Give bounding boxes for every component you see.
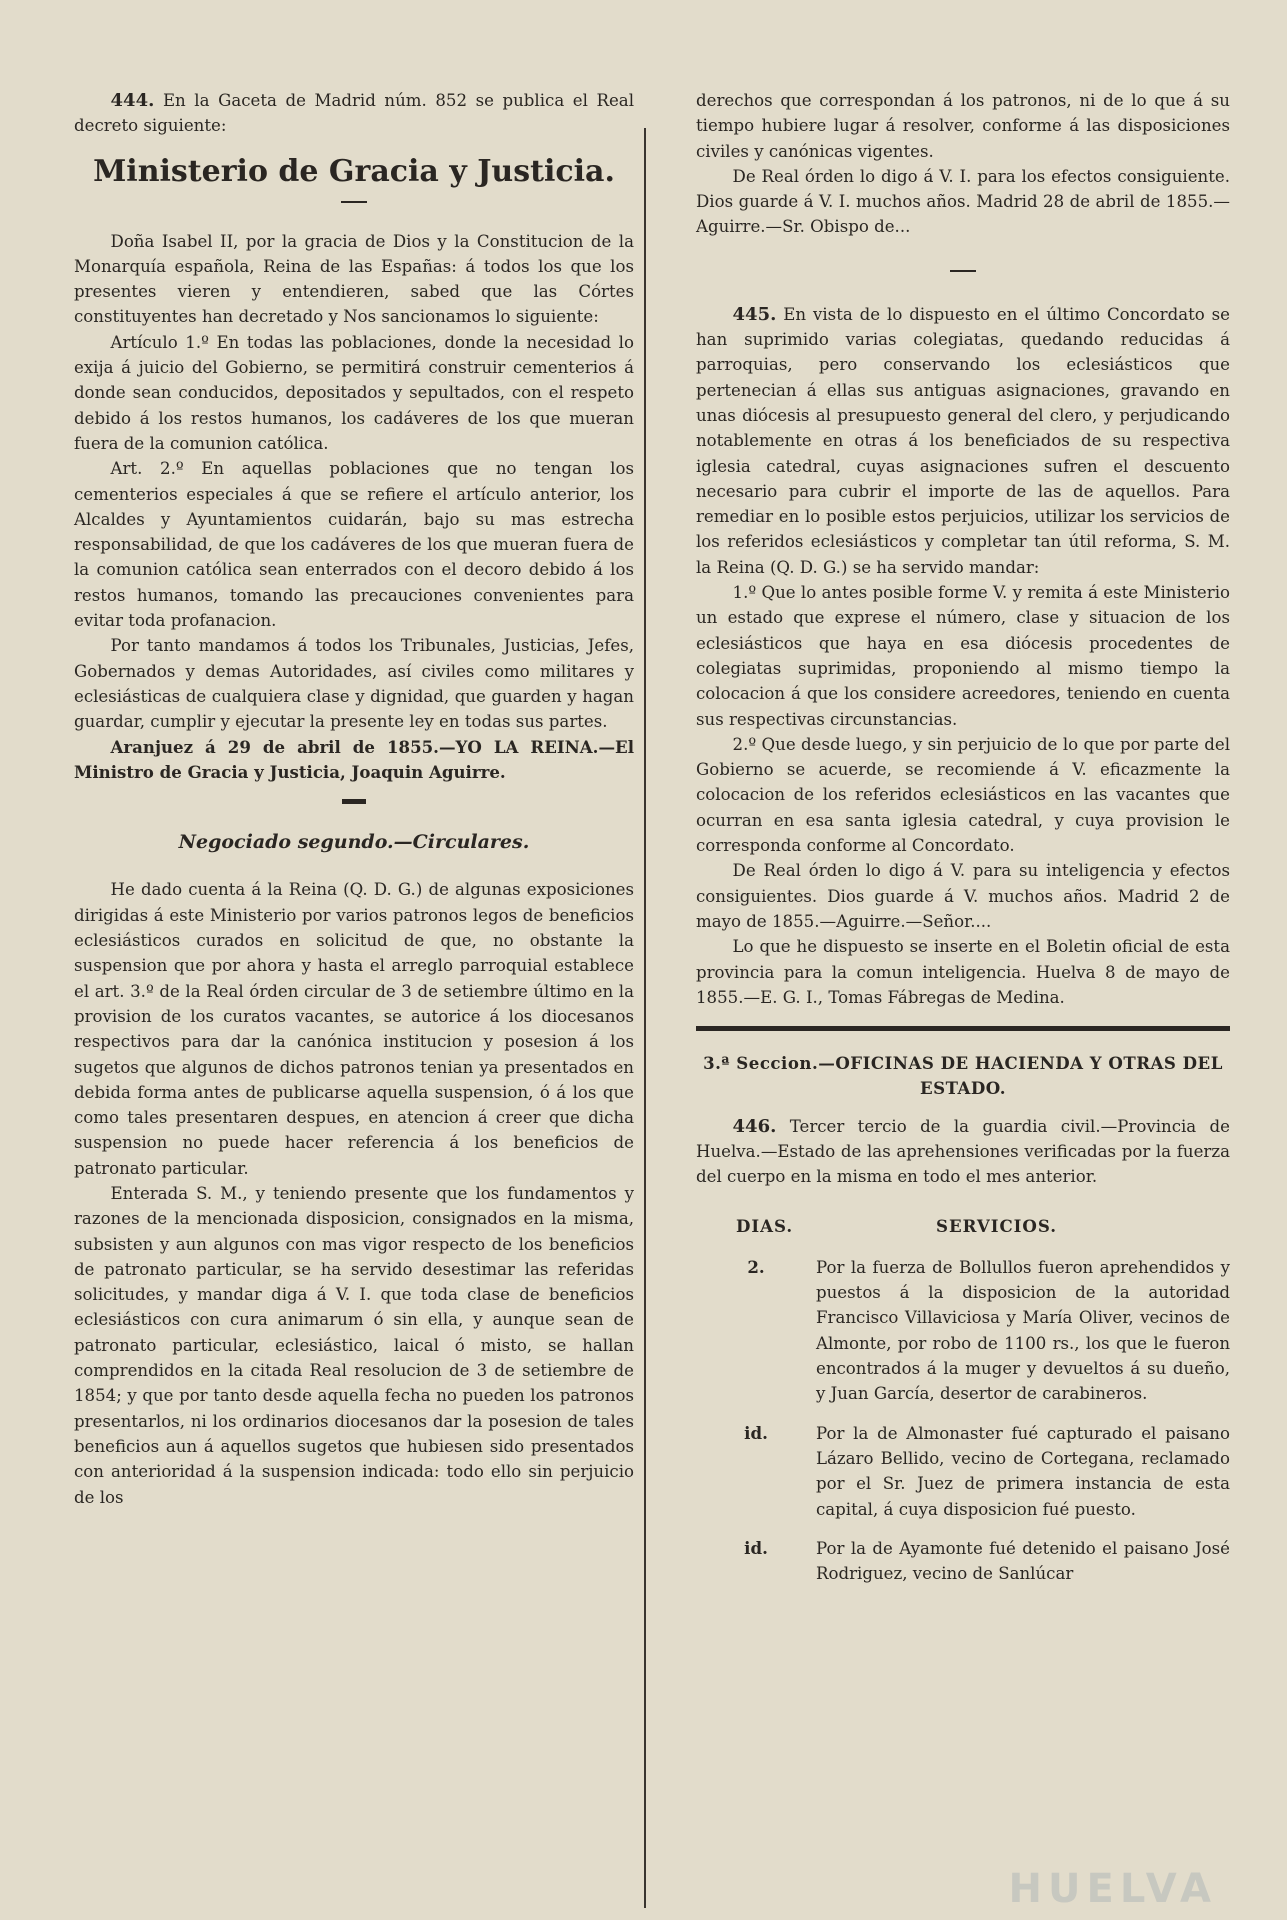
row-service: Por la de Ayamonte fué detenido el paisano José Rodriguez, vecino de Sanlúcar <box>816 1538 1230 1584</box>
item-number-445: 445. <box>732 303 777 325</box>
continuation-paragraph: De Real órden lo digo á V. I. para los efectos consiguiente. Dios guarde á V. I. muchos años. Madrid 28 de abril de 1855.—Aguirre.—Sr. Obispo de... <box>696 166 1230 237</box>
divider <box>342 799 366 804</box>
row-day: id. <box>744 1422 768 1443</box>
item-445-signature: Lo que he dispuesto se inserte en el Boletin oficial de esta provincia para la comun inteligencia. Huelva 8 de mayo de 1855.—E. G. I., Tomas Fábregas de Medina. <box>696 937 1230 1007</box>
table-row <box>696 1255 1230 1407</box>
column-header-servicios: SERVICIOS. <box>936 1215 1058 1236</box>
right-column <box>696 88 1230 1586</box>
item-445-closing: De Real órden lo digo á V. para su inteligencia y efectos consiguientes. Dios guarde á V. muchos años. Madrid 2 de mayo de 1855.—Aguirre.—Señor.... <box>696 861 1230 931</box>
left-column <box>74 88 634 1510</box>
circular-paragraph: He dado cuenta á la Reina (Q. D. G.) de algunas exposiciones dirigidas á este Ministerio por varios patronos legos de beneficios eclesiásticos curados en solicitud de que, no obstante la suspension que por ahora y hasta el arreglo parroquial establece el art. 3.º de la Real órden circular de 3 de setiembre último en la provision de los curatos vacantes, se autorice á los diocesanos respectivos para dar la canónica institucion y posesion á los sugetos que algunos de dichos patronos tenian ya presentados en debida forma antes de publicarse aquella suspension, ó á los que como tales presentaren despues, en atencion á creer que dicha suspension no puede hacer referencia á los beneficios de patronato particular. <box>74 880 634 1178</box>
item-number-446: 446. <box>732 1115 777 1137</box>
row-service: Por la fuerza de Bollullos fueron aprehendidos y puestos á la disposicion de la autoridad Francisco Villaviciosa y María Oliver, vecinos de Almonte, por robo de 1100 rs., los que le fueron encontrados á la muger y devueltos á su dueño, y Juan García, desertor de carabineros. <box>816 1257 1230 1404</box>
table-row <box>696 1421 1230 1522</box>
table-row <box>696 1536 1230 1587</box>
item-number-444: 444. <box>110 90 155 111</box>
mandate-paragraph: Por tanto mandamos á todos los Tribunales, Justicias, Jefes, Gobernados y demas Autoridades, así civiles como militares y eclesiásticas de cualquiera clase y dignidad, que guarden y hagan guardar, cumplir y ejecutar la presente ley en todas sus partes. <box>74 636 634 732</box>
decree-signature: Aranjuez á 29 de abril de 1855.—YO LA REINA.—El Ministro de Gracia y Justicia, Joaquin Aguirre. <box>74 736 634 782</box>
intro-paragraph: 444. En la Gaceta de Madrid núm. 852 se publica el Real decreto siguiente: <box>74 90 634 136</box>
article-2: Art. 2.º En aquellas poblaciones que no tengan los cementerios especiales á que se refiere el artículo anterior, los Alcaldes y Ayuntamientos cuidarán, bajo su mas estrecha responsabilidad, de que los cadáveres de los que mueran fuera de la comunion católica sean enterrados con el decoro debido á los restos humanos, tomando las precauciones convenientes para evitar toda profanacion. <box>74 459 634 631</box>
circulars-subheading: Negociado segundo.—Circulares. <box>178 831 530 854</box>
continuation-paragraph: derechos que correspondan á los patronos, ni de lo que á su tiempo hubiere lugar á resolver, conforme á las disposiciones civiles y canónicas vigentes. <box>696 91 1230 161</box>
section-rule <box>696 1026 1230 1031</box>
item-445-point-2: 2.º Que desde luego, y sin perjuicio de lo que por parte del Gobierno se acuerde, se recomiende á V. eficazmente la colocacion de los referidos eclesiásticos en las vacantes que ocurran en esa santa iglesia catedral, y cuya provision le corresponda conforme al Concordato. <box>696 734 1230 856</box>
decree-intro: Doña Isabel II, por la gracia de Dios y la Constitucion de la Monarquía española, Reina de las Españas: á todos los que los presentes vieren y entendieren, sabed que las Córtes constituyentes han decretado y Nos sancionamos lo siguiente: <box>74 231 634 327</box>
row-service: Por la de Almonaster fué capturado el paisano Lázaro Bellido, vecino de Cortegana, reclamado por el Sr. Juez de primera instancia de esta capital, á cuya disposicion fué puesto. <box>816 1423 1230 1519</box>
item-445: 445. En vista de lo dispuesto en el último Concordato se han suprimido varias colegiatas, quedando reducidas á parroquias, pero conservando los eclesiásticos que pertenecian á ellas sus antiguas asignaciones, gravando en unas diócesis al presupuesto general del clero, y perjudicando notablemente en otras á los beneficiados de su respectiva iglesia catedral, cuyas asignaciones sufren el descuento necesario para cubrir el importe de las de aquellos. Para remediar en lo posible estos perjuicios, utilizar los servicios de los referidos eclesiásticos y completar tan útil reforma, S. M. la Reina (Q. D. G.) se ha servido mandar: <box>696 303 1230 577</box>
ministry-heading: Ministerio de Gracia y Justicia. <box>93 153 615 189</box>
circular-paragraph: Enterada S. M., y teniendo presente que los fundamentos y razones de la mencionada disposicion, consignados en la misma, subsisten y aun algunos con mas vigor respecto de los beneficios de patronato particular, se ha servido desestimar las referidas solicitudes, y mandar diga á V. I. que toda clase de beneficios eclesiásticos con cura animarum ó sin ella, y aunque sean de patronato particular, eclesiástico, laical ó misto, se hallan comprendidos en la citada Real resolucion de 3 de setiembre de 1854; y que por tanto desde aquella fecha no pueden los patronos presentarlos, ni los ordinarios diocesanos dar la posesion de tales beneficios aun á aquellos sugetos que hubiesen sido presentados con anterioridad á la suspension indicada: todo ello sin perjuicio de los <box>74 1183 634 1507</box>
item-446: 446. Tercer tercio de la guardia civil.—Provincia de Huelva.—Estado de las aprehensiones verificadas por la fuerza del cuerpo en la misma en todo el mes anterior. <box>696 1115 1230 1187</box>
article-1: Artículo 1.º En todas las poblaciones, donde la necesidad lo exija á juicio del Gobierno, se permitirá construir cementerios á donde sean conducidos, depositados y sepultados, con el respeto debido á los restos humanos, los cadáveres de los que mueran fuera de la comunion católica. <box>74 332 634 453</box>
divider <box>341 201 367 203</box>
divider <box>950 270 976 272</box>
row-day: 2. <box>747 1256 765 1277</box>
column-header-dias: DIAS. <box>736 1215 794 1236</box>
item-445-point-1: 1.º Que lo antes posible forme V. y remita á este Ministerio un estado que exprese el número, clase y situacion de los eclesiásticos que haya en esa diócesis procedentes de colegiatas suprimidas, proponiendo al mismo tiempo la colocacion á que los considere acreedores, teniendo en cuenta sus respectivas circunstancias. <box>696 583 1230 729</box>
library-watermark: HUELVA <box>1008 1866 1217 1912</box>
services-table-header <box>696 1214 1230 1239</box>
section-heading: 3.ª Seccion.—OFICINAS DE HACIENDA Y OTRAS DEL ESTADO. <box>703 1053 1223 1099</box>
column-divider <box>644 128 646 1908</box>
row-day: id. <box>744 1537 768 1558</box>
